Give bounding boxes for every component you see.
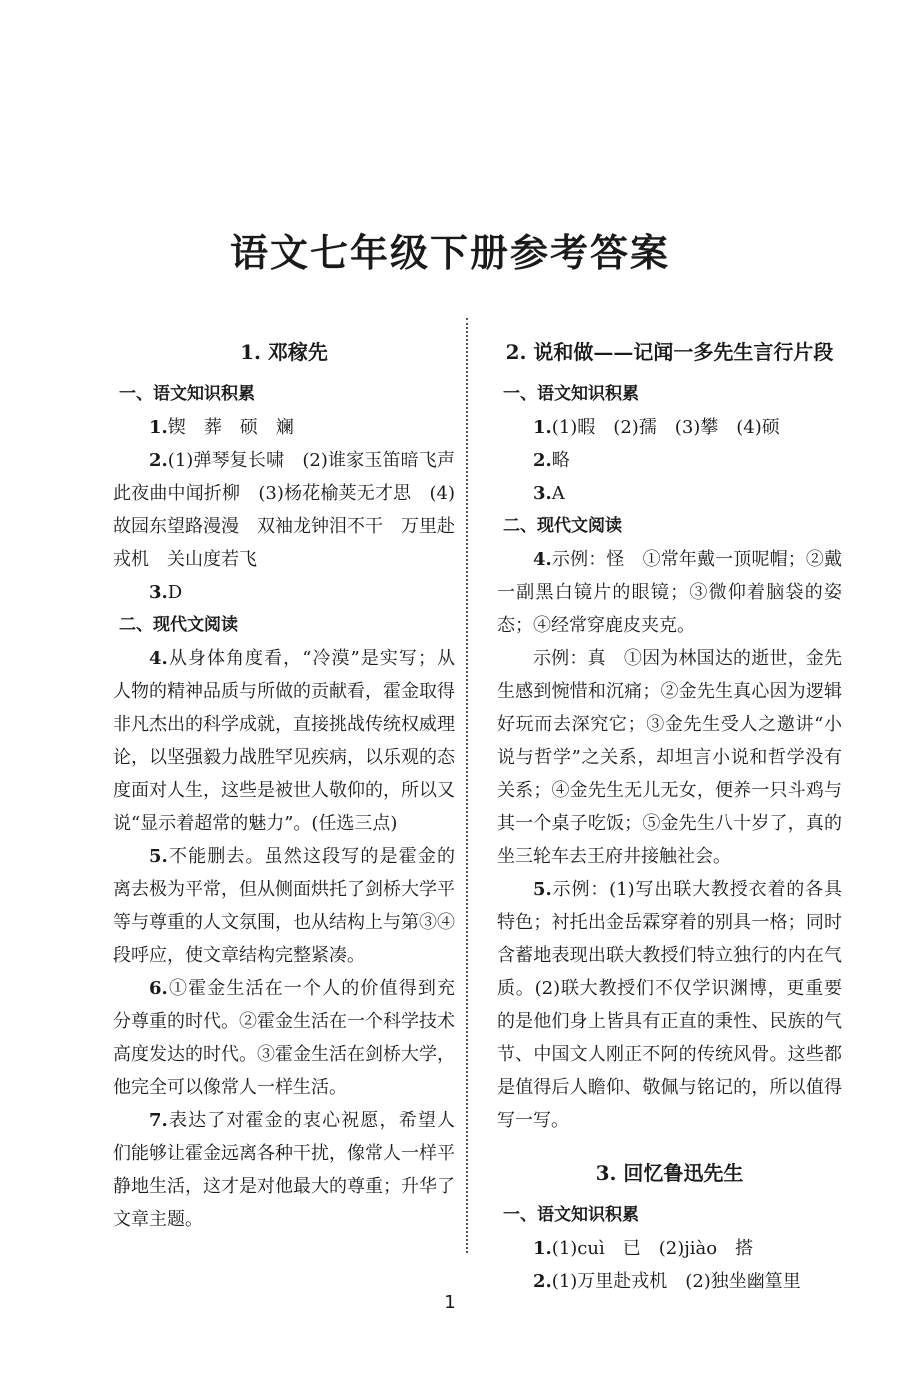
page-title: 语文七年级下册参考答案: [229, 230, 670, 275]
item-text: (1)万里赴戎机 (2)独坐幽篁里: [551, 1271, 801, 1292]
item-number: 4.: [533, 549, 552, 570]
answer-item: [113, 411, 455, 444]
item-text: 锲 葬 硕 斓: [167, 417, 294, 438]
item-number: 4.: [149, 648, 168, 669]
item-number: 5.: [533, 879, 552, 900]
page-number: 1: [444, 1292, 456, 1313]
answer-item: [113, 642, 455, 840]
subsection-title: 二、现代文阅读: [119, 615, 238, 635]
item-number: 6.: [149, 978, 168, 999]
subsection-title: 一、语文知识积累: [503, 1205, 639, 1225]
item-number: 3.: [533, 483, 552, 504]
answer-item: [113, 444, 473, 576]
answer-item: [497, 411, 842, 444]
section-title: 3. 回忆鲁迅先生: [595, 1161, 744, 1185]
item-text: 表达了对霍金的衷心祝愿，希望人们能够让霍金远离各种干扰，像常人一样平静地生活，这才是对他最大的尊重；升华了文章主题。: [113, 1110, 455, 1230]
item-number: 7.: [149, 1110, 168, 1131]
section-title: 2. 说和做——记闻一多先生言行片段: [505, 340, 834, 364]
section-title: 1. 邓稼先: [240, 340, 328, 364]
answer-item: [497, 477, 842, 510]
item-text: 示例：怪 ①常年戴一顶呢帽；②戴一副黑白镜片的眼镜；③微仰着脑袋的姿态；④经常穿鹿皮夹克。: [497, 549, 842, 636]
answer-item: [113, 1104, 455, 1236]
item-number: 2.: [149, 450, 168, 471]
answer-item: [113, 840, 455, 972]
item-number: 3.: [149, 582, 168, 603]
subsection-title: 一、语文知识积累: [119, 384, 255, 404]
item-number: 5.: [149, 846, 168, 867]
item-text: ①霍金生活在一个人的价值得到充分尊重的时代。②霍金生活在一个科学技术高度发达的时代。③霍金生活在剑桥大学，他完全可以像常人一样生活。: [113, 978, 455, 1098]
item-text: (1)cuì 已 (2)jiào 搭: [551, 1238, 754, 1259]
item-number: 1.: [149, 417, 168, 438]
left-column: [113, 330, 473, 1236]
answer-item: [113, 972, 455, 1104]
item-text: A: [551, 483, 565, 504]
item-number: 1.: [533, 417, 552, 438]
item-text: (1)弹琴复长啸 (2)谁家玉笛暗飞声 此夜曲中闻折柳 (3)杨花榆荚无才思 (4)故园东望路漫漫 双袖龙钟泪不干 万里赴戎机 关山度若飞: [113, 450, 473, 570]
item-text: 不能删去。虽然这段写的是霍金的离去极为平常，但从侧面烘托了剑桥大学平等与尊重的人文氛围，也从结构上与第③④段呼应，使文章结构完整紧凑。: [113, 846, 455, 966]
answer-item: [497, 543, 842, 642]
item-text: (1)暇 (2)孺 (3)攀 (4)硕: [551, 417, 780, 438]
item-number: 2.: [533, 1271, 552, 1292]
right-column: [497, 330, 842, 1298]
item-text: 略: [551, 450, 570, 471]
item-text: 从身体角度看，“冷漠”是实写；从人物的精神品质与所做的贡献看，霍金取得非凡杰出的科学成就，直接挑战传统权威理论，以坚强毅力战胜罕见疾病，以乐观的态度面对人生，这些是被世人敬仰的，所以又说“显示着超常的魅力”。(任选三点): [113, 648, 455, 834]
item-number: 2.: [533, 450, 552, 471]
answer-item: [497, 1232, 842, 1265]
item-text: D: [167, 582, 183, 603]
subsection-title: 二、现代文阅读: [503, 516, 622, 536]
subsection-title: 一、语文知识积累: [503, 384, 639, 404]
answer-item: [497, 444, 842, 477]
answer-item: [497, 873, 842, 1137]
answer-example: 示例：真 ①因为林国达的逝世，金先生感到惋惜和沉痛；②金先生真心因为逻辑好玩而去深究它；③金先生受人之邀讲“小说与哲学”之关系，却坦言小说和哲学没有关系；④金先生无儿无女，便养一只斗鸡与其一个桌子吃饭；⑤金先生八十岁了，真的坐三轮车去王府井接触社会。: [497, 648, 842, 867]
answer-item: [113, 576, 455, 609]
item-number: 1.: [533, 1238, 552, 1259]
item-text: 示例：(1)写出联大教授衣着的各具特色；衬托出金岳霖穿着的别具一格；同时含蓄地表现出联大教授们特立独行的内在气质。(2)联大教授们不仅学识渊博，更重要的是他们身上皆具有正直的秉性、民族的气节、中国文人刚正不阿的传统风骨。这些都是值得后人瞻仰、敬佩与铭记的，所以值得写一写。: [497, 879, 842, 1131]
